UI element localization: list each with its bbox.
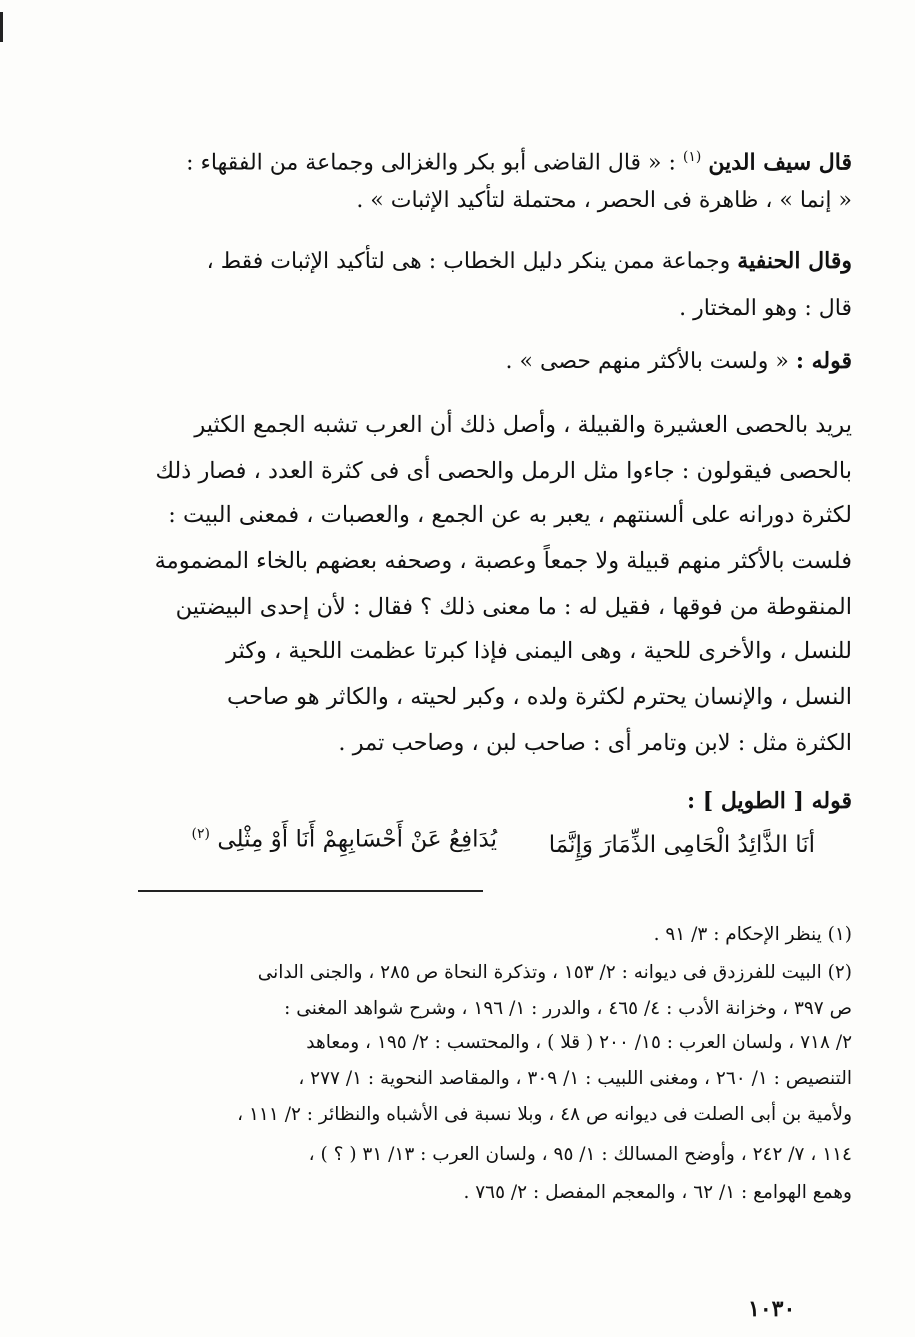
explanation-line: فلست بالأكثر منهم قبيلة ولا جمعاً وعصبة ، وصحفه بعضهم بالخاء المضمومة <box>154 548 852 574</box>
footnote-line: ١١٤ ، ٧/ ٢٤٢ ، وأوضح المسالك : ١/ ٩٥ ، ولسان العرب : ١٣/ ٣١ ( ؟ ) ، <box>308 1144 852 1165</box>
quote2-lead: قوله [ الطويل ] : <box>687 788 852 814</box>
footnote-line: التنصيص : ١/ ٢٦٠ ، ومغنى اللبيب : ١/ ٣٠٩ ، والمقاصد النحوية : ١/ ٢٧٧ ، <box>298 1068 852 1089</box>
verse-first-hemistich: أنَا الذَّائِدُ الْحَامِى الذِّمَارَ وَإِنَّمَا <box>548 832 815 858</box>
explanation-line: بالحصى فيقولون : جاءوا مثل الرمل والحصى أى فى كثرة العدد ، فصار ذلك <box>155 458 852 484</box>
footnote-ref-2: (٢) <box>191 826 210 842</box>
paragraph1-line2-text: « إنما » ، ظاهرة فى الحصر ، محتملة لتأكيد الإثبات » . <box>356 188 852 213</box>
footnote-line: وهمع الهوامع : ١/ ٦٢ ، والمعجم المفصل : ٢/ ٧٦٥ . <box>463 1182 852 1203</box>
explanation-line: الكثرة مثل : لابن وتامر أى : صاحب لبن ، وصاحب تمر . <box>338 730 852 756</box>
footnotes <box>140 0 852 1337</box>
scan-edge-mark <box>0 12 3 42</box>
paragraph2-line1-text: وجماعة ممن ينكر دليل الخطاب : هى لتأكيد الإثبات فقط ، <box>206 249 731 274</box>
paragraph2-lead: وقال الحنفية <box>737 248 852 274</box>
quote1-text: « ولست بالأكثر منهم حصى » . <box>505 349 789 374</box>
footnote-ref-1: (١) <box>682 149 702 165</box>
explanation-line: لكثرة دورانه على ألسنتهم ، يعبر به عن الجمع ، والعصبات ، فمعنى البيت : <box>168 502 852 528</box>
explanation-line: يريد بالحصى العشيرة والقبيلة ، وأصل ذلك أن العرب تشبه الجمع الكثير <box>194 412 852 438</box>
footnote-line: ص ٣٩٧ ، وخزانة الأدب : ٤/ ٤٦٥ ، والدرر : ١/ ١٩٦ ، وشرح شواهد المغنى : <box>284 998 852 1019</box>
paragraph2-line2-text: قال : وهو المختار . <box>679 296 852 321</box>
footnote-line: (٢) البيت للفرزدق فى ديوانه : ٢/ ١٥٣ ، وتذكرة النحاة ص ٢٨٥ ، والجنى الدانى <box>257 962 852 983</box>
explanation-line: النسل ، والإنسان يحترم لكثرة ولده ، وكبر لحيته ، والكاثر هو صاحب <box>227 684 852 710</box>
page-number: ١٠٣٠ <box>748 1296 796 1322</box>
quote1-lead: قوله : <box>795 348 852 374</box>
paragraph1-lead: قال سيف الدين <box>708 149 852 176</box>
verse-second-text: يُدَافِعُ عَنْ أَحْسَابِهِمْ أَنَا أَوْ مِثْلِى <box>217 826 497 853</box>
footnote-line: ولأمية بن أبى الصلت فى ديوانه ص ٤٨ ، وبلا نسبة فى الأشباه والنظائر : ٢/ ١١١ ، <box>237 1104 852 1125</box>
footnote-line: (١) ينظر الإحكام : ٣/ ٩١ . <box>653 924 852 945</box>
paragraph1-line1-text: : « قال القاضى أبو بكر والغزالى وجماعة من الفقهاء : <box>186 150 676 176</box>
explanation-line: للنسل ، والأخرى للحية ، وهى اليمنى فإذا كبرتا عظمت اللحية ، وكثر <box>226 638 852 664</box>
explanation-line: المنقوطة من فوقها ، فقيل له : ما معنى ذلك ؟ فقال : لأن إحدى البيضتين <box>175 594 852 620</box>
footnote-line: ٢/ ٧١٨ ، ولسان العرب : ١٥/ ٢٠٠ ( قلا ) ، والمحتسب : ٢/ ١٩٥ ، ومعاهد <box>306 1032 852 1053</box>
